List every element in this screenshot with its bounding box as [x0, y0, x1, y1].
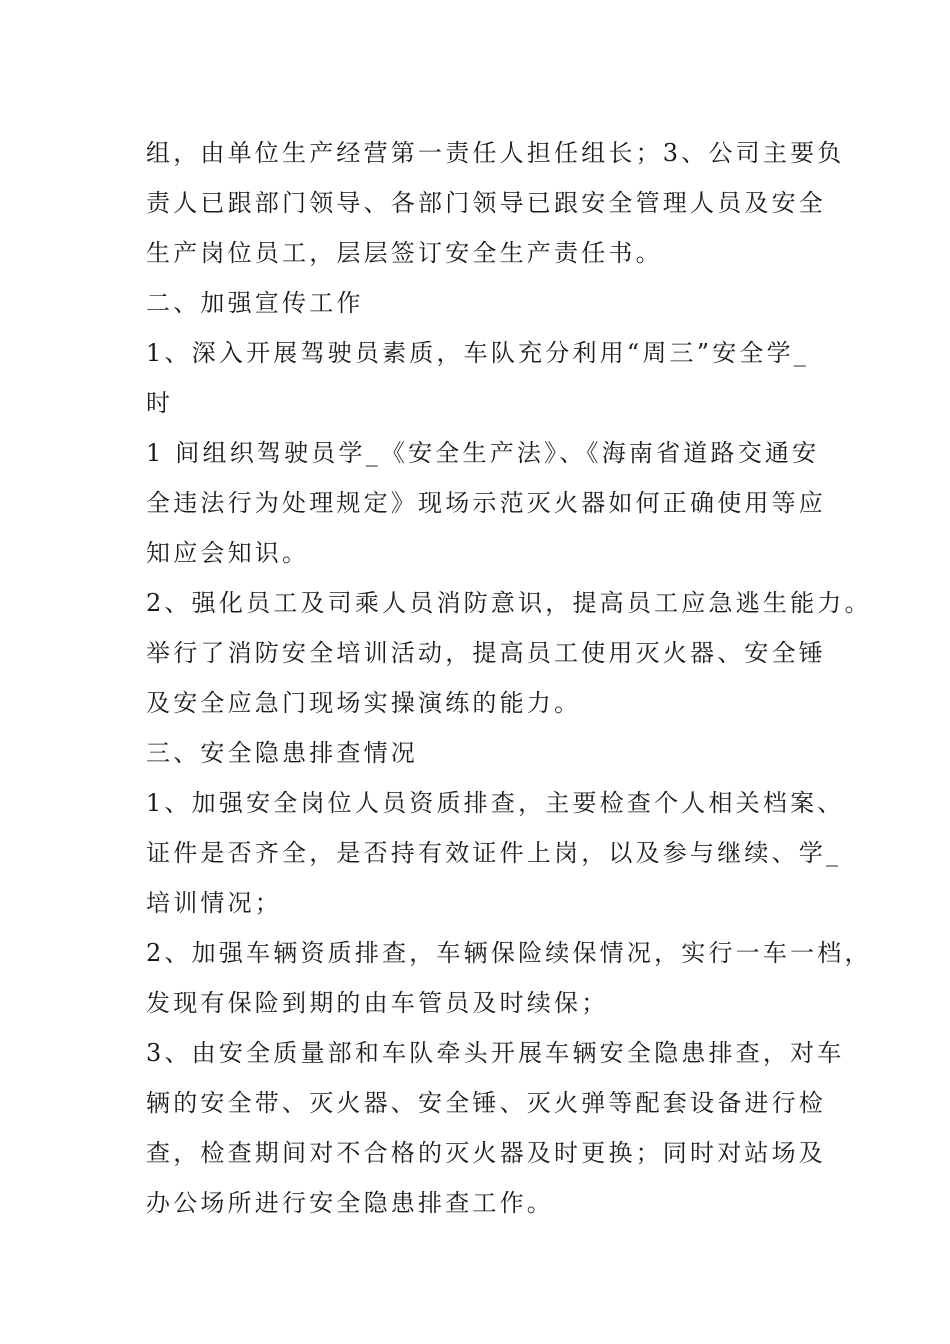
text-line: 3、由安全质量部和车队牵头开展车辆安全隐患排查，对车 — [146, 1039, 845, 1067]
text-line: 1、加强安全岗位人员资质排查，主要检查个人相关档案、 — [146, 789, 845, 817]
text-line: 2、强化员工及司乘人员消防意识，提高员工应急逃生能力。 — [146, 589, 872, 617]
text-line: 知应会知识。 — [146, 539, 310, 567]
section-heading: 二、加强宣传工作 — [146, 289, 364, 317]
text-line: 组，由单位生产经营第一责任人担任组长；3、公司主要负 — [146, 139, 845, 167]
text-line: 全违法行为处理规定》现场示范灭火器如何正确使用等应 — [146, 489, 826, 517]
text-line: 查，检查期间对不合格的灭火器及时更换；同时对站场及 — [146, 1139, 826, 1167]
text-line: 1 间组织驾驶员学_《安全生产法》、《海南省道路交通安 — [146, 439, 820, 467]
section-heading: 三、安全隐患排查情况 — [146, 739, 418, 767]
text-line: 生产岗位员工，层层签订安全生产责任书。 — [146, 239, 663, 267]
text-line: 2、加强车辆资质排查，车辆保险续保情况，实行一车一档， — [146, 939, 872, 967]
text-line: 时 — [146, 389, 174, 417]
text-line: 1、深入开展驾驶员素质，车队充分利用“周三”安全学_ — [146, 339, 810, 367]
text-line: 举行了消防安全培训活动，提高员工使用灭火器、安全锤 — [146, 639, 826, 667]
text-line: 证件是否齐全，是否持有效证件上岗，以及参与继续、学_ — [146, 839, 842, 867]
document-body — [146, 128, 872, 1228]
text-line: 辆的安全带、灭火器、安全锤、灭火弹等配套设备进行检 — [146, 1089, 826, 1117]
text-line: 培训情况； — [146, 889, 282, 917]
text-line: 办公场所进行安全隐患排查工作。 — [146, 1189, 554, 1217]
text-line: 及安全应急门现场实操演练的能力。 — [146, 689, 582, 717]
text-line: 发现有保险到期的由车管员及时续保； — [146, 989, 609, 1017]
text-line: 责人已跟部门领导、各部门领导已跟安全管理人员及安全 — [146, 189, 826, 217]
